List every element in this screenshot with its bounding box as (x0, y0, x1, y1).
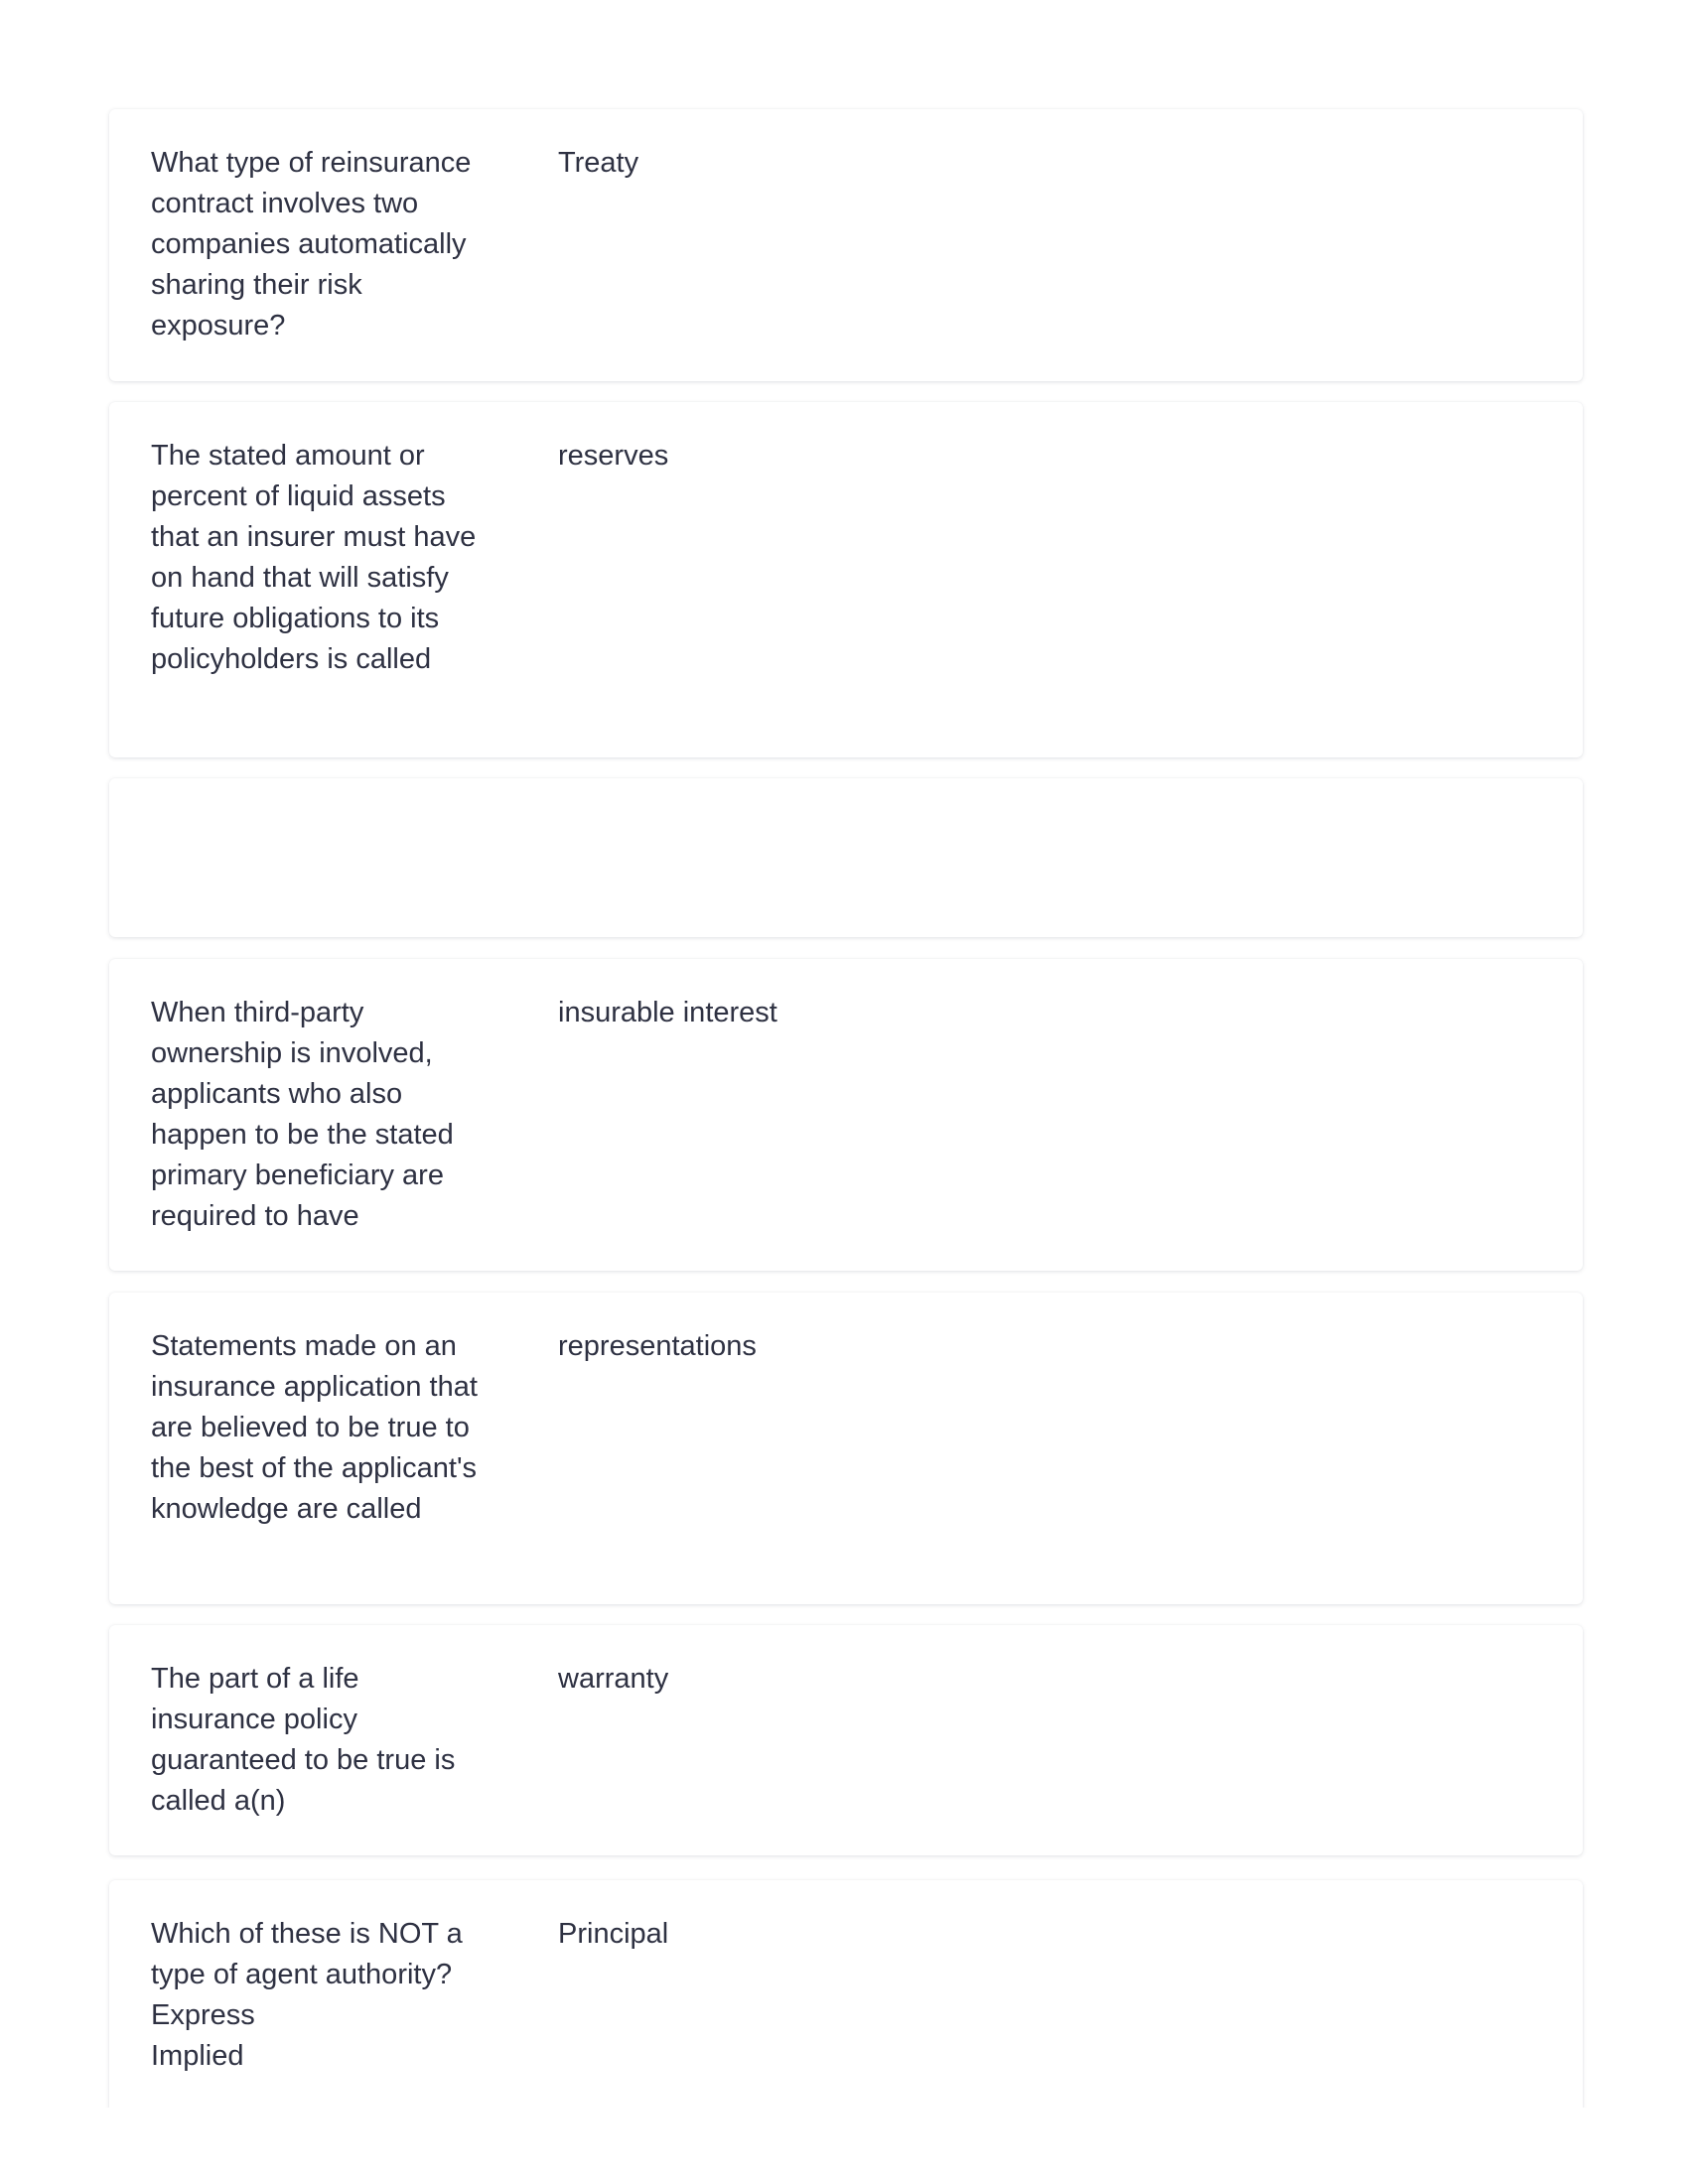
card-term: Which of these is NOT a type of agent authority? Express Implied (151, 1918, 463, 2072)
flashcard[interactable] (109, 1880, 1583, 2108)
card-definition: insurable interest (558, 997, 777, 1028)
card-term: The part of a life insurance policy guaranteed to be true is called a(n) (151, 1663, 456, 1817)
flashcard[interactable] (109, 109, 1583, 381)
flashcard[interactable] (109, 402, 1583, 757)
card-definition: Principal (558, 1918, 669, 1950)
card-definition: reserves (558, 440, 669, 472)
card-definition: representations (558, 1330, 757, 1362)
card-term: Statements made on an insurance application that are believed to be true to the best of the applicant's knowledge are called (151, 1330, 478, 1525)
card-term: What type of reinsurance contract involves two companies automatically sharing their risk exposure? (151, 147, 472, 341)
card-definition: warranty (558, 1663, 669, 1695)
flashcard-empty[interactable] (109, 778, 1583, 937)
flashcard[interactable] (109, 1625, 1583, 1855)
card-term: The stated amount or percent of liquid assets that an insurer must have on hand that will satisfy future obligations to its policyholders is called (151, 440, 477, 675)
flashcard[interactable] (109, 1293, 1583, 1604)
card-term: When third-party ownership is involved, applicants who also happen to be the stated primary beneficiary are required to have (151, 997, 454, 1232)
card-definition: Treaty (558, 147, 639, 179)
flashcard[interactable] (109, 959, 1583, 1271)
